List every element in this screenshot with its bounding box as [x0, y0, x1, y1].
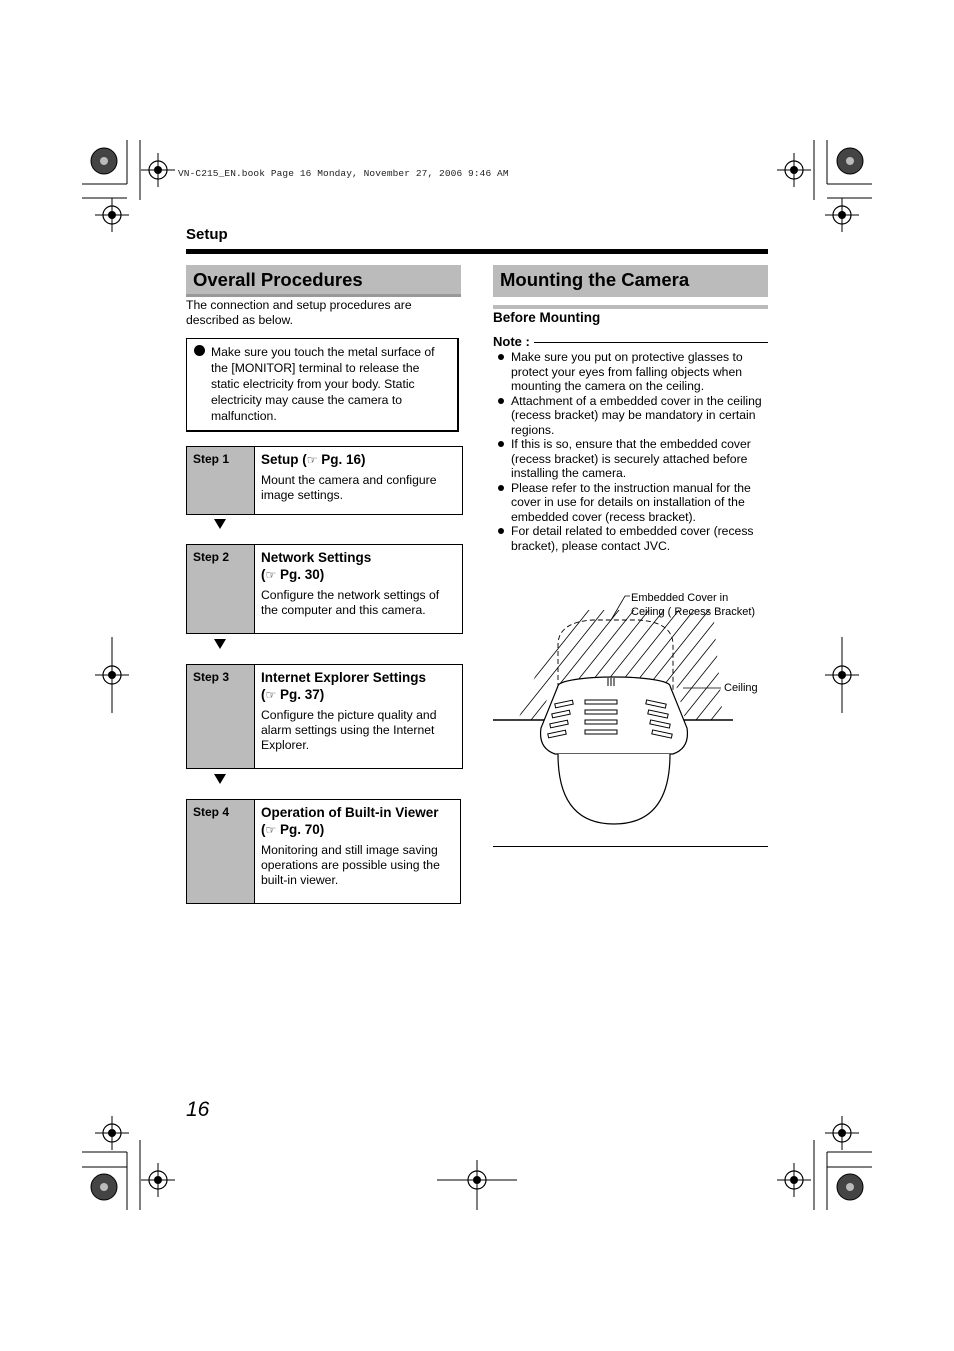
pointer-hand-icon: ☞	[265, 688, 277, 702]
heading-underband	[493, 305, 768, 309]
arrow-down-icon	[214, 519, 226, 529]
step-title: Operation of Built-in Viewer (☞ Pg. 70)	[261, 805, 439, 837]
arrow-down-icon	[214, 639, 226, 649]
star-mark-icon	[91, 1174, 117, 1200]
step-label: Step 2	[187, 545, 255, 633]
step-description: Configure the picture quality and alarm settings using the Internet Explorer.	[261, 708, 437, 752]
step-title: Setup (☞ Pg. 16)	[261, 452, 366, 467]
pointer-hand-icon: ☞	[306, 453, 318, 467]
page-number: 16	[186, 1098, 210, 1121]
step-1-box	[186, 446, 463, 515]
step-label: Step 3	[187, 665, 255, 768]
notes-list	[497, 350, 769, 553]
overall-procedures-heading: Overall Procedures	[186, 265, 461, 297]
step-description: Configure the network settings of the computer and this camera.	[261, 588, 440, 617]
note-rule	[493, 342, 768, 343]
list-item: For detail related to embedded cover (recess bracket), please contact JVC.	[497, 524, 769, 553]
intro-text: The connection and setup procedures are described as below.	[186, 298, 412, 327]
top-rule	[186, 249, 768, 254]
caution-text: Make sure you touch the metal surface of the [MONITOR] terminal to release the static electricity from your body. Static electricity may cause the camera to malfunction.	[211, 345, 435, 423]
section-label: Setup	[186, 226, 228, 243]
step-4-box	[186, 799, 461, 904]
star-mark-icon	[837, 148, 863, 174]
step-title: Network Settings (☞ Pg. 30)	[261, 550, 372, 582]
step-description: Monitoring and still image saving operations are possible using the built-in viewer.	[261, 843, 440, 887]
star-mark-icon	[91, 148, 117, 174]
step-3-box	[186, 664, 463, 769]
embedded-cover-label: Embedded Cover in	[631, 592, 729, 604]
step-2-box	[186, 544, 463, 634]
step-label: Step 4	[187, 800, 255, 903]
camera-ceiling-diagram	[493, 580, 768, 840]
before-mounting-heading: Before Mounting	[493, 310, 601, 325]
step-title: Internet Explorer Settings (☞ Pg. 37)	[261, 670, 427, 702]
section-end-rule	[493, 846, 768, 847]
list-item: If this is so, ensure that the embedded cover (recess bracket) is securely attached before installing the camera.	[497, 437, 769, 481]
star-mark-icon	[837, 1174, 863, 1200]
note-label: Note :	[493, 334, 534, 349]
list-item: Please refer to the instruction manual for the cover in use for details on installation of the embedded cover (recess bracket).	[497, 481, 769, 525]
bullet-icon	[194, 345, 205, 356]
pointer-hand-icon: ☞	[265, 823, 277, 837]
step-label: Step 1	[187, 447, 255, 514]
caution-box	[186, 338, 459, 432]
list-item: Attachment of a embedded cover in the ceiling (recess bracket) may be mandatory in certain regions.	[497, 394, 769, 438]
ceiling-label: Ceiling	[724, 682, 758, 694]
pointer-hand-icon: ☞	[265, 568, 277, 582]
mounting-camera-heading: Mounting the Camera	[493, 265, 768, 297]
arrow-down-icon	[214, 774, 226, 784]
print-header: VN-C215_EN.book Page 16 Monday, November 27, 2006 9:46 AM	[178, 168, 509, 179]
embedded-cover-label: Ceiling ( Recess Bracket)	[631, 606, 756, 618]
list-item: Make sure you put on protective glasses to protect your eyes from falling objects when mounting the camera on the ceiling.	[497, 350, 769, 394]
step-description: Mount the camera and configure image settings.	[261, 473, 437, 502]
